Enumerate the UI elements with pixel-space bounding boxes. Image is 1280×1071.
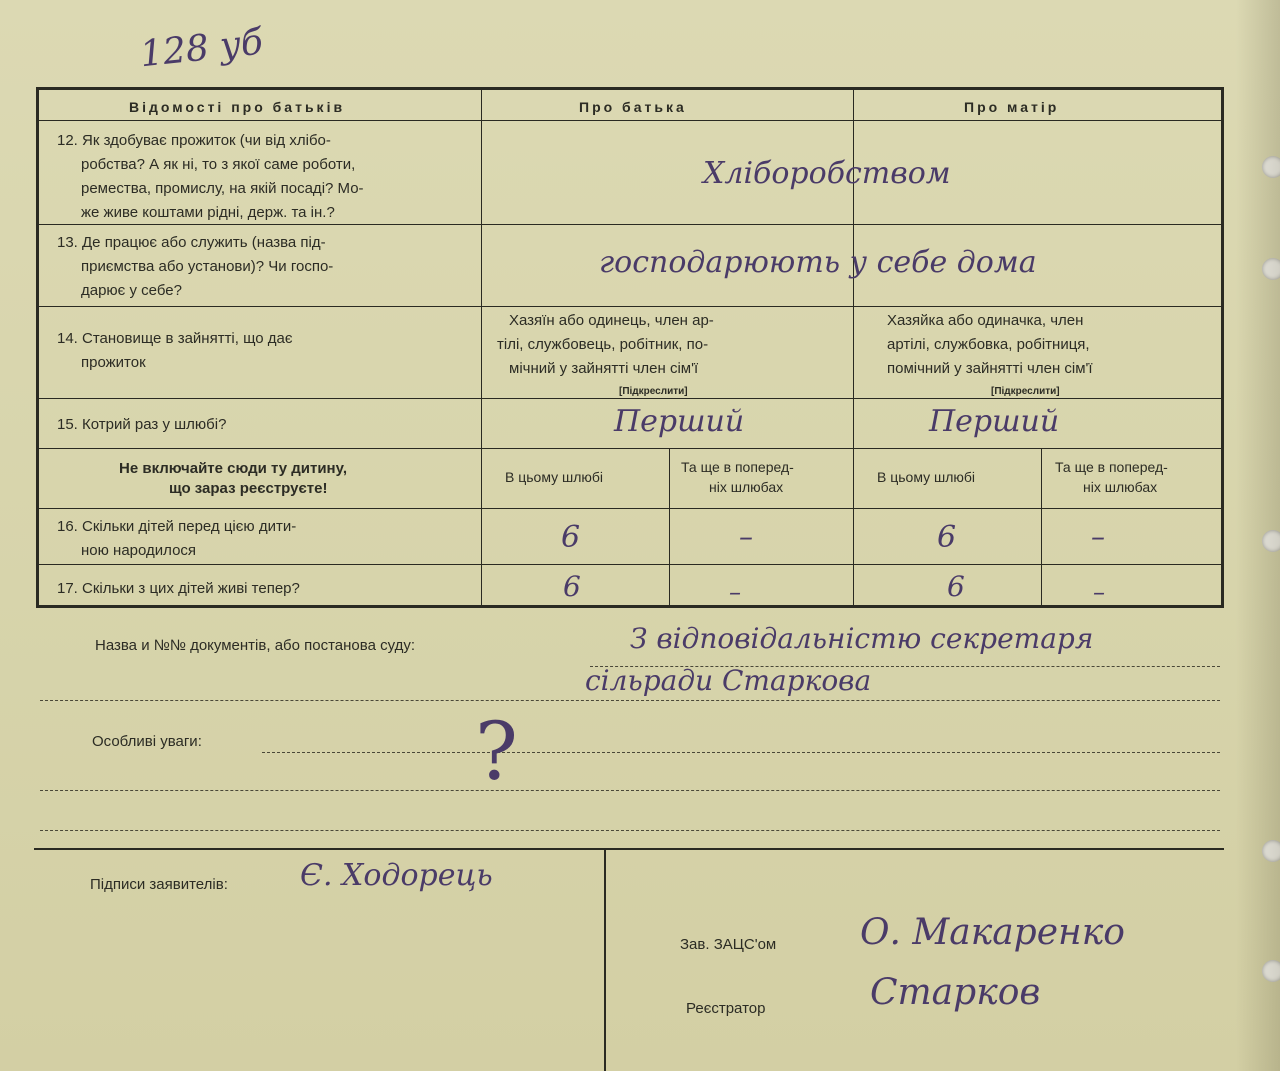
answer-12: Хліборобством	[703, 156, 951, 191]
remarks-label: Особливі уваги:	[92, 733, 202, 750]
answer-17-mother-this: 6	[947, 570, 965, 603]
q13-line1: 13. Де працює або служить (назва під-	[57, 234, 326, 251]
registrar-label: Реєстратор	[686, 1000, 766, 1017]
binder-hole	[1262, 840, 1280, 862]
answer-16-mother-this: 6	[937, 520, 957, 555]
binder-hole	[1262, 156, 1280, 178]
father-status-line1: Хазяїн або одинець, член ар-	[509, 312, 714, 329]
mother-status-line2: артілі, службовка, робітниця,	[887, 336, 1090, 353]
head-signature: О. Макаренко	[860, 912, 1125, 953]
answer-17-father-this: 6	[563, 570, 581, 603]
q16-line1: 16. Скільки дітей перед цією дити-	[57, 518, 297, 535]
binder-hole	[1262, 960, 1280, 982]
answer-17-mother-prev: –	[1093, 578, 1105, 606]
q12-line3: ремества, промислу, на якій посаді? Мо-	[81, 180, 364, 197]
remarks-line-3	[40, 830, 1220, 831]
header-parents-info: Відомості про батьків	[129, 99, 346, 115]
header-father: Про батька	[579, 99, 687, 115]
children-note-line1: Не включайте сюди ту дитину,	[119, 460, 347, 477]
q16-line2: ною народилося	[81, 542, 197, 559]
remarks-line-2	[40, 790, 1220, 791]
documents-value-1: З відповідальністю секретаря	[630, 622, 1094, 655]
answer-17-father-prev: –	[729, 578, 741, 606]
mother-underline-note: [Підкреслити]	[991, 386, 1060, 397]
father-underline-note: [Підкреслити]	[619, 386, 688, 397]
q12-line1: 12. Як здобуває прожиток (чи від хлібо-	[57, 132, 331, 149]
answer-15-mother: Перший	[929, 404, 1060, 439]
documents-label: Назва и №№ документів, або постанова суду:	[95, 637, 416, 654]
q14-line2: прожиток	[81, 354, 146, 371]
mother-this-marriage: В цьому шлюбі	[877, 469, 976, 485]
registrar-signature: Старков	[870, 972, 1041, 1013]
answer-13: господарюють у себе дома	[599, 245, 1037, 280]
mother-status-line1: Хазяйка або одиначка, член	[887, 312, 1084, 329]
signature-divider-h	[34, 848, 1224, 850]
answer-16-mother-prev: –	[1091, 520, 1105, 553]
binder-hole	[1262, 530, 1280, 552]
father-this-marriage: В цьому шлюбі	[505, 469, 604, 485]
remarks-line-1	[262, 752, 1220, 753]
head-label: Зав. ЗАЦС'ом	[680, 936, 777, 953]
q17: 17. Скільки з цих дітей живі тепер?	[57, 580, 300, 597]
q12-line4: же живе коштами рідні, держ. та ін.?	[81, 204, 335, 221]
answer-16-father-prev: –	[739, 520, 753, 553]
documents-value-2: сільради Старкова	[585, 664, 872, 697]
parents-info-table	[36, 87, 1224, 608]
mother-status-line3: помічний у зайнятті член сім'ї	[887, 360, 1093, 377]
q15: 15. Котрий раз у шлюбі?	[57, 416, 227, 433]
binder-hole	[1262, 258, 1280, 280]
mother-prev-line2: ніх шлюбах	[1083, 479, 1158, 495]
signature-divider-v	[604, 848, 606, 1071]
q14-line1: 14. Становище в зайнятті, що дає	[57, 330, 293, 347]
children-note-line2: що зараз реєструєте!	[169, 480, 328, 497]
q13-line2: приємства або установи)? Чи госпо-	[81, 258, 334, 275]
remarks-value: ?	[475, 705, 518, 798]
header-mother: Про матір	[964, 99, 1060, 115]
answer-15-father: Перший	[614, 404, 745, 439]
answer-16-father-this: 6	[561, 520, 581, 555]
mother-prev-line1: Та ще в поперед-	[1055, 459, 1168, 475]
applicants-signature: Є. Ходорець	[300, 858, 493, 893]
page-number: 128 уб	[138, 21, 265, 76]
father-status-line3: мічний у зайнятті член сім'ї	[509, 360, 699, 377]
father-status-line2: тілі, службовець, робітник, по-	[497, 336, 709, 353]
q12-line2: робства? А як ні, то з якої саме роботи,	[81, 156, 356, 173]
father-prev-line2: ніх шлюбах	[709, 479, 784, 495]
applicants-label: Підписи заявителів:	[90, 876, 228, 893]
father-prev-line1: Та ще в поперед-	[681, 459, 794, 475]
q13-line3: дарює у себе?	[81, 282, 182, 299]
documents-line-2	[40, 700, 1220, 701]
